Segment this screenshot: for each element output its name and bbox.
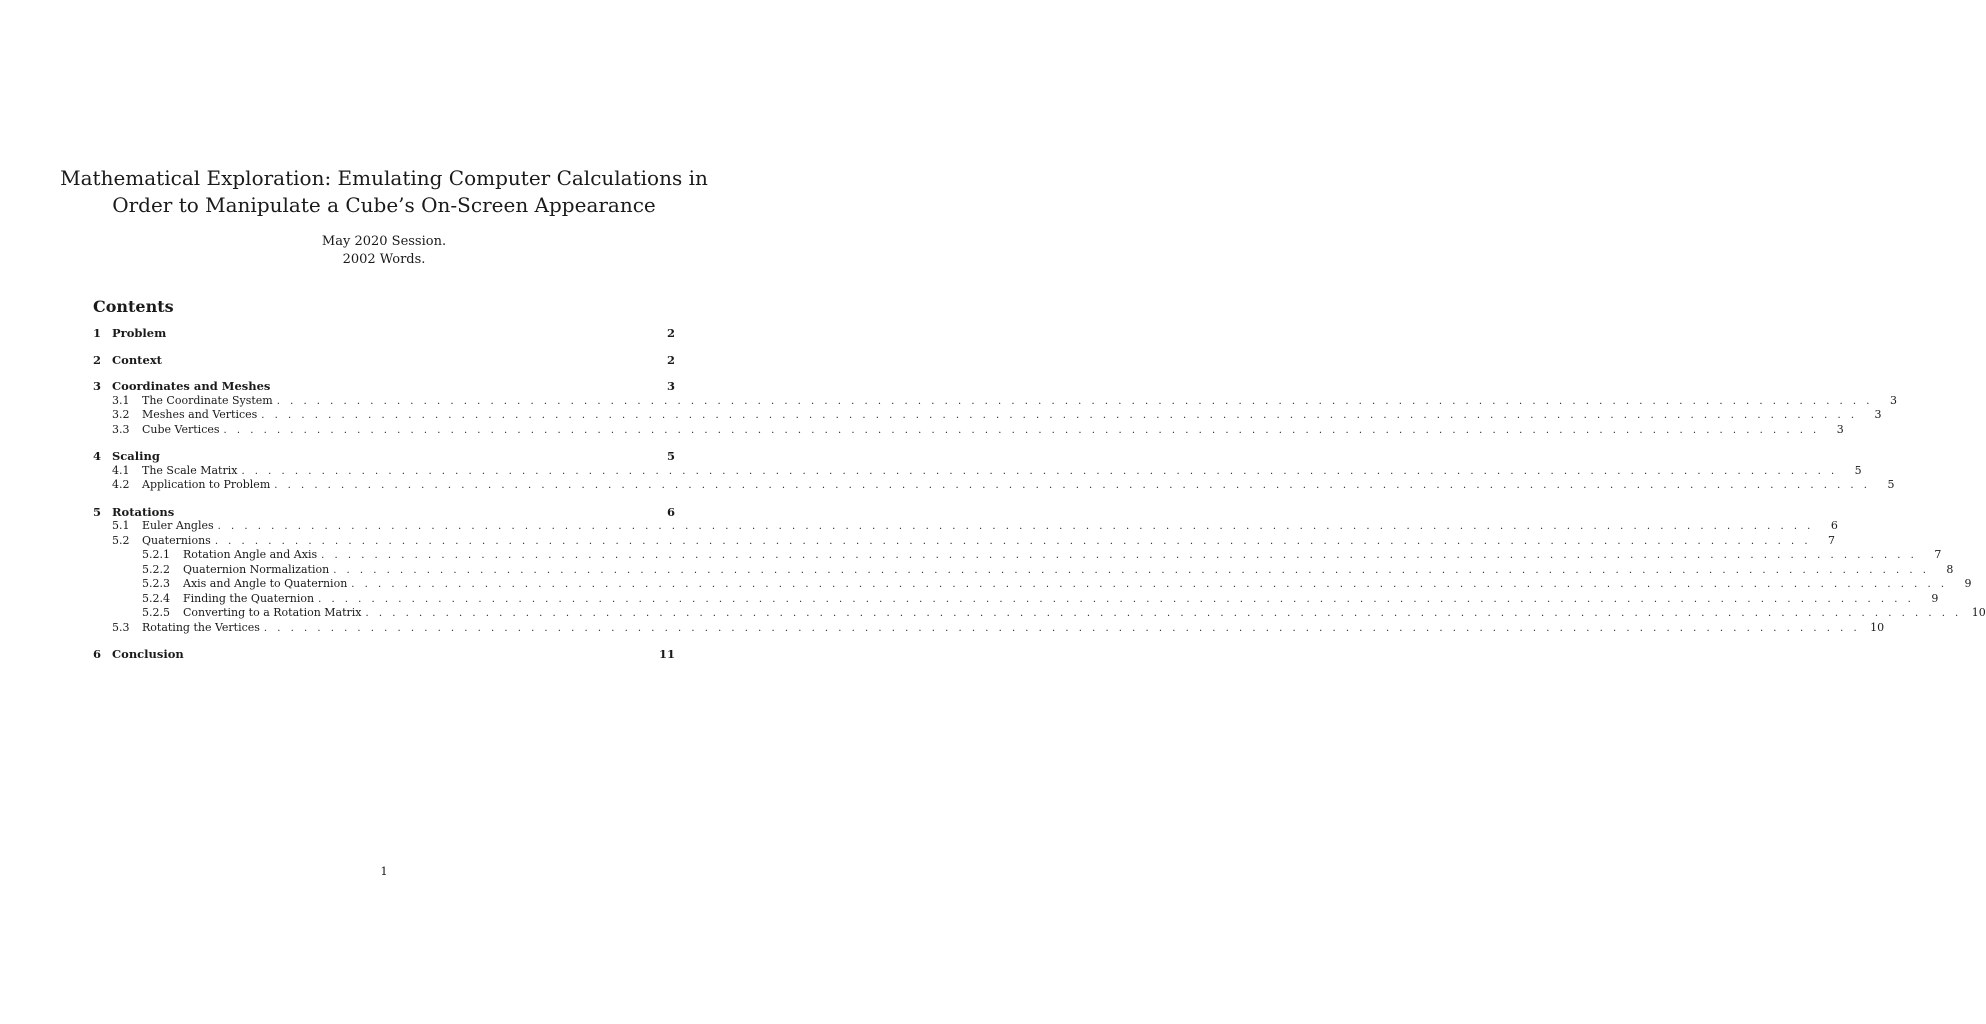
toc-subsection-label: Axis and Angle to Quaternion (183, 577, 348, 590)
toc-subsection-number: 3.2 (112, 408, 130, 421)
toc-section-4[interactable] (93, 449, 675, 464)
toc-subsection-label: Rotating the Vertices (142, 620, 260, 634)
toc-subsection-5-2[interactable] (93, 533, 1836, 549)
toc-dot-leader: . . . . . . . . . . . . . . . . . . . . . . . . . . . . . . . . . . . . . . . . . . . . . . . . . . . . . . . . . . . . . . . . . . . . . . . . . . . . . . . . . . . . . . . . . . . . . . . . . . . . . . . . . . . . . . . . . . . . . . . . (276, 395, 1873, 407)
toc-subsection-3-3[interactable] (93, 422, 1844, 438)
toc-subsection-label: Finding the Quaternion (183, 591, 315, 605)
toc-subsection-page: 3 (1874, 408, 1882, 421)
document-meta (84, 233, 684, 269)
toc-subsection-number: 5.2.4 (142, 591, 170, 605)
toc-subsection-number: 5.2.2 (142, 562, 170, 576)
toc-subsection-number: 4.1 (112, 463, 130, 477)
toc-subsection-label: The Coordinate System (142, 393, 273, 407)
toc-subsection-label: Cube Vertices (142, 422, 220, 436)
toc-subsection-label: Rotation Angle and Axis (183, 548, 318, 561)
toc-subsection-label: Quaternions (142, 533, 211, 547)
word-count-text: 2002 Words. (342, 252, 426, 267)
toc-subsection-page: 5 (1887, 478, 1895, 491)
toc-subsection-5-1[interactable] (93, 519, 1838, 534)
toc-subsection-number: 4.2 (112, 478, 130, 491)
session-text: May 2020 Session. (321, 234, 447, 249)
toc-dot-leader: . . . . . . . . . . . . . . . . . . . . . . . . . . . . . . . . . . . . . . . . . . . . . . . . . . . . . . . . . . . . . . . . . . . . . . . . . . . . . . . . . . . . . . . . . . . . . . . . . . . . . . . . . . . . . . . . . . . . . . . . (318, 593, 1915, 605)
table-of-contents (93, 326, 1986, 662)
toc-subsection-label: Converting to a Rotation Matrix (183, 606, 362, 619)
toc-subsection-number: 3.3 (112, 422, 130, 436)
toc-dot-leader: . . . . . . . . . . . . . . . . . . . . . . . . . . . . . . . . . . . . . . . . . . . . . . . . . . . . . . . . . . . . . . . . . . . . . . . . . . . . . . . . . . . . . . . . . . . . . . . . . . . . . . . . . . . . . . . . . . . . . . . . (261, 410, 1858, 421)
toc-subsection-page: 6 (1830, 519, 1838, 532)
toc-dot-leader: . . . . . . . . . . . . . . . . . . . . . . . . . . . . . . . . . . . . . . . . . . . . . . . . . . . . . . . . . . . . . . . . . . . . . . . . . . . . . . . . . . . . . . . . . . . . . . . . . . . . . . . . . . . . . . . . . . . . . . . . (241, 465, 1838, 477)
toc-subsection-3-1[interactable] (93, 393, 1897, 409)
toc-subsection-4-2[interactable] (93, 478, 1895, 493)
toc-section-number: 4 (93, 449, 102, 463)
toc-section-3[interactable] (93, 379, 675, 394)
toc-section-page: 11 (658, 647, 675, 661)
toc-subsection-number: 5.2.1 (142, 548, 170, 561)
toc-section-label: Scaling (112, 449, 160, 463)
toc-section-1[interactable] (93, 326, 675, 341)
toc-subsection-page: 9 (1964, 577, 1972, 590)
toc-subsection-number: 5.2 (112, 533, 130, 547)
toc-section-number: 1 (93, 326, 102, 340)
toc-subsection-number: 5.3 (112, 620, 130, 634)
toc-subsection-label: Euler Angles (142, 519, 214, 532)
toc-section-page: 5 (666, 449, 675, 463)
toc-subsection-page: 5 (1854, 463, 1862, 477)
title-line-1: Mathematical Exploration: Emulating Computer Calculations in (60, 166, 708, 190)
toc-section-label: Conclusion (112, 647, 184, 661)
toc-subsection-5-2-5[interactable] (93, 606, 1986, 621)
page-number: 1 (380, 864, 388, 878)
toc-subsection-label: Meshes and Vertices (142, 408, 258, 421)
toc-subsection-5-2-1[interactable] (93, 548, 1942, 563)
toc-section-5[interactable] (93, 505, 675, 520)
toc-subsection-number: 3.1 (112, 393, 130, 407)
toc-section-label: Problem (112, 326, 167, 340)
toc-dot-leader: . . . . . . . . . . . . . . . . . . . . . . . . . . . . . . . . . . . . . . . . . . . . . . . . . . . . . . . . . . . . . . . . . . . . . . . . . . . . . . . . . . . . . . . . . . . . . . . . . . . . . . . . . . . . . . . . . . . . . . . . (214, 535, 1812, 547)
toc-section-page: 6 (666, 504, 675, 519)
toc-section-6[interactable] (93, 647, 675, 662)
toc-subsection-page: 3 (1889, 393, 1897, 407)
toc-dot-leader: . . . . . . . . . . . . . . . . . . . . . . . . . . . . . . . . . . . . . . . . . . . . . . . . . . . . . . . . . . . . . . . . . . . . . . . . . . . . . . . . . . . . . . . . . . . . . . . . . . . . . . . . . . . . . . . . . . . . . . . . (263, 622, 1861, 634)
toc-section-number: 5 (93, 504, 102, 519)
toc-section-number: 6 (93, 647, 102, 661)
toc-subsection-page: 3 (1836, 422, 1844, 436)
toc-subsection-page: 7 (1934, 548, 1942, 561)
toc-section-2[interactable] (93, 353, 675, 368)
toc-subsection-number: 5.2.5 (142, 606, 170, 619)
toc-dot-leader: . . . . . . . . . . . . . . . . . . . . . . . . . . . . . . . . . . . . . . . . . . . . . . . . . . . . . . . . . . . . . . . . . . . . . . . . . . . . . . . . . . . . . . . . . . . . . . . . . . . . . . . . . . . . . . . . . . . . . . . . (333, 564, 1930, 576)
toc-subsection-5-2-4[interactable] (93, 591, 1939, 607)
toc-subsection-4-1[interactable] (93, 463, 1862, 479)
contents-heading: Contents (93, 297, 174, 316)
toc-section-label: Coordinates and Meshes (112, 379, 271, 393)
toc-subsection-label: Application to Problem (142, 478, 271, 491)
toc-dot-leader: . . . . . . . . . . . . . . . . . . . . . . . . . . . . . . . . . . . . . . . . . . . . . . . . . . . . . . . . . . . . . . . . . . . . . . . . . . . . . . . . . . . . . . . . . . . . . . . . . . . . . . . . . . . . . . . . . . . . . . . . (321, 550, 1918, 561)
toc-subsection-5-2-2[interactable] (93, 562, 1954, 578)
toc-section-number: 2 (93, 352, 102, 367)
toc-dot-leader: . . . . . . . . . . . . . . . . . . . . . . . . . . . . . . . . . . . . . . . . . . . . . . . . . . . . . . . . . . . . . . . . . . . . . . . . . . . . . . . . . . . . . . . . . . . . . . . . . . . . . . . . . . . . . . . . . . . . . . . . (351, 579, 1948, 590)
toc-dot-leader: . . . . . . . . . . . . . . . . . . . . . . . . . . . . . . . . . . . . . . . . . . . . . . . . . . . . . . . . . . . . . . . . . . . . . . . . . . . . . . . . . . . . . . . . . . . . . . . . . . . . . . . . . . . . . . . . . . . . . . . . (217, 521, 1814, 532)
document-title (60, 165, 708, 219)
toc-dot-leader: . . . . . . . . . . . . . . . . . . . . . . . . . . . . . . . . . . . . . . . . . . . . . . . . . . . . . . . . . . . . . . . . . . . . . . . . . . . . . . . . . . . . . . . . . . . . . . . . . . . . . . . . . . . . . . . . . . . . . . . . (223, 424, 1820, 436)
toc-subsection-number: 5.1 (112, 519, 130, 532)
toc-section-label: Rotations (112, 504, 175, 519)
toc-section-page: 2 (666, 352, 675, 367)
toc-subsection-3-2[interactable] (93, 408, 1882, 423)
toc-subsection-number: 5.2.3 (142, 577, 170, 590)
toc-subsection-label: Quaternion Normalization (183, 562, 330, 576)
title-line-2: Order to Manipulate a Cube’s On-Screen Appearance (112, 193, 656, 217)
toc-subsection-page: 8 (1946, 562, 1954, 576)
toc-subsection-page: 10 (1870, 620, 1885, 634)
toc-section-number: 3 (93, 379, 102, 393)
toc-dot-leader: . . . . . . . . . . . . . . . . . . . . . . . . . . . . . . . . . . . . . . . . . . . . . . . . . . . . . . . . . . . . . . . . . . . . . . . . . . . . . . . . . . . . . . . . . . . . . . . . . . . . . . . . . . . . . . . . . . . . . . . . (365, 608, 1962, 619)
toc-section-label: Context (112, 352, 162, 367)
toc-dot-leader: . . . . . . . . . . . . . . . . . . . . . . . . . . . . . . . . . . . . . . . . . . . . . . . . . . . . . . . . . . . . . . . . . . . . . . . . . . . . . . . . . . . . . . . . . . . . . . . . . . . . . . . . . . . . . . . . . . . . . . . . (274, 480, 1871, 491)
toc-section-page: 2 (666, 326, 675, 340)
toc-subsection-5-2-3[interactable] (93, 577, 1972, 592)
toc-subsection-page: 7 (1828, 533, 1836, 547)
toc-subsection-page: 10 (1971, 606, 1986, 619)
toc-section-page: 3 (666, 379, 675, 393)
toc-subsection-5-3[interactable] (93, 620, 1885, 636)
toc-subsection-label: The Scale Matrix (142, 463, 238, 477)
toc-subsection-page: 9 (1931, 591, 1939, 605)
